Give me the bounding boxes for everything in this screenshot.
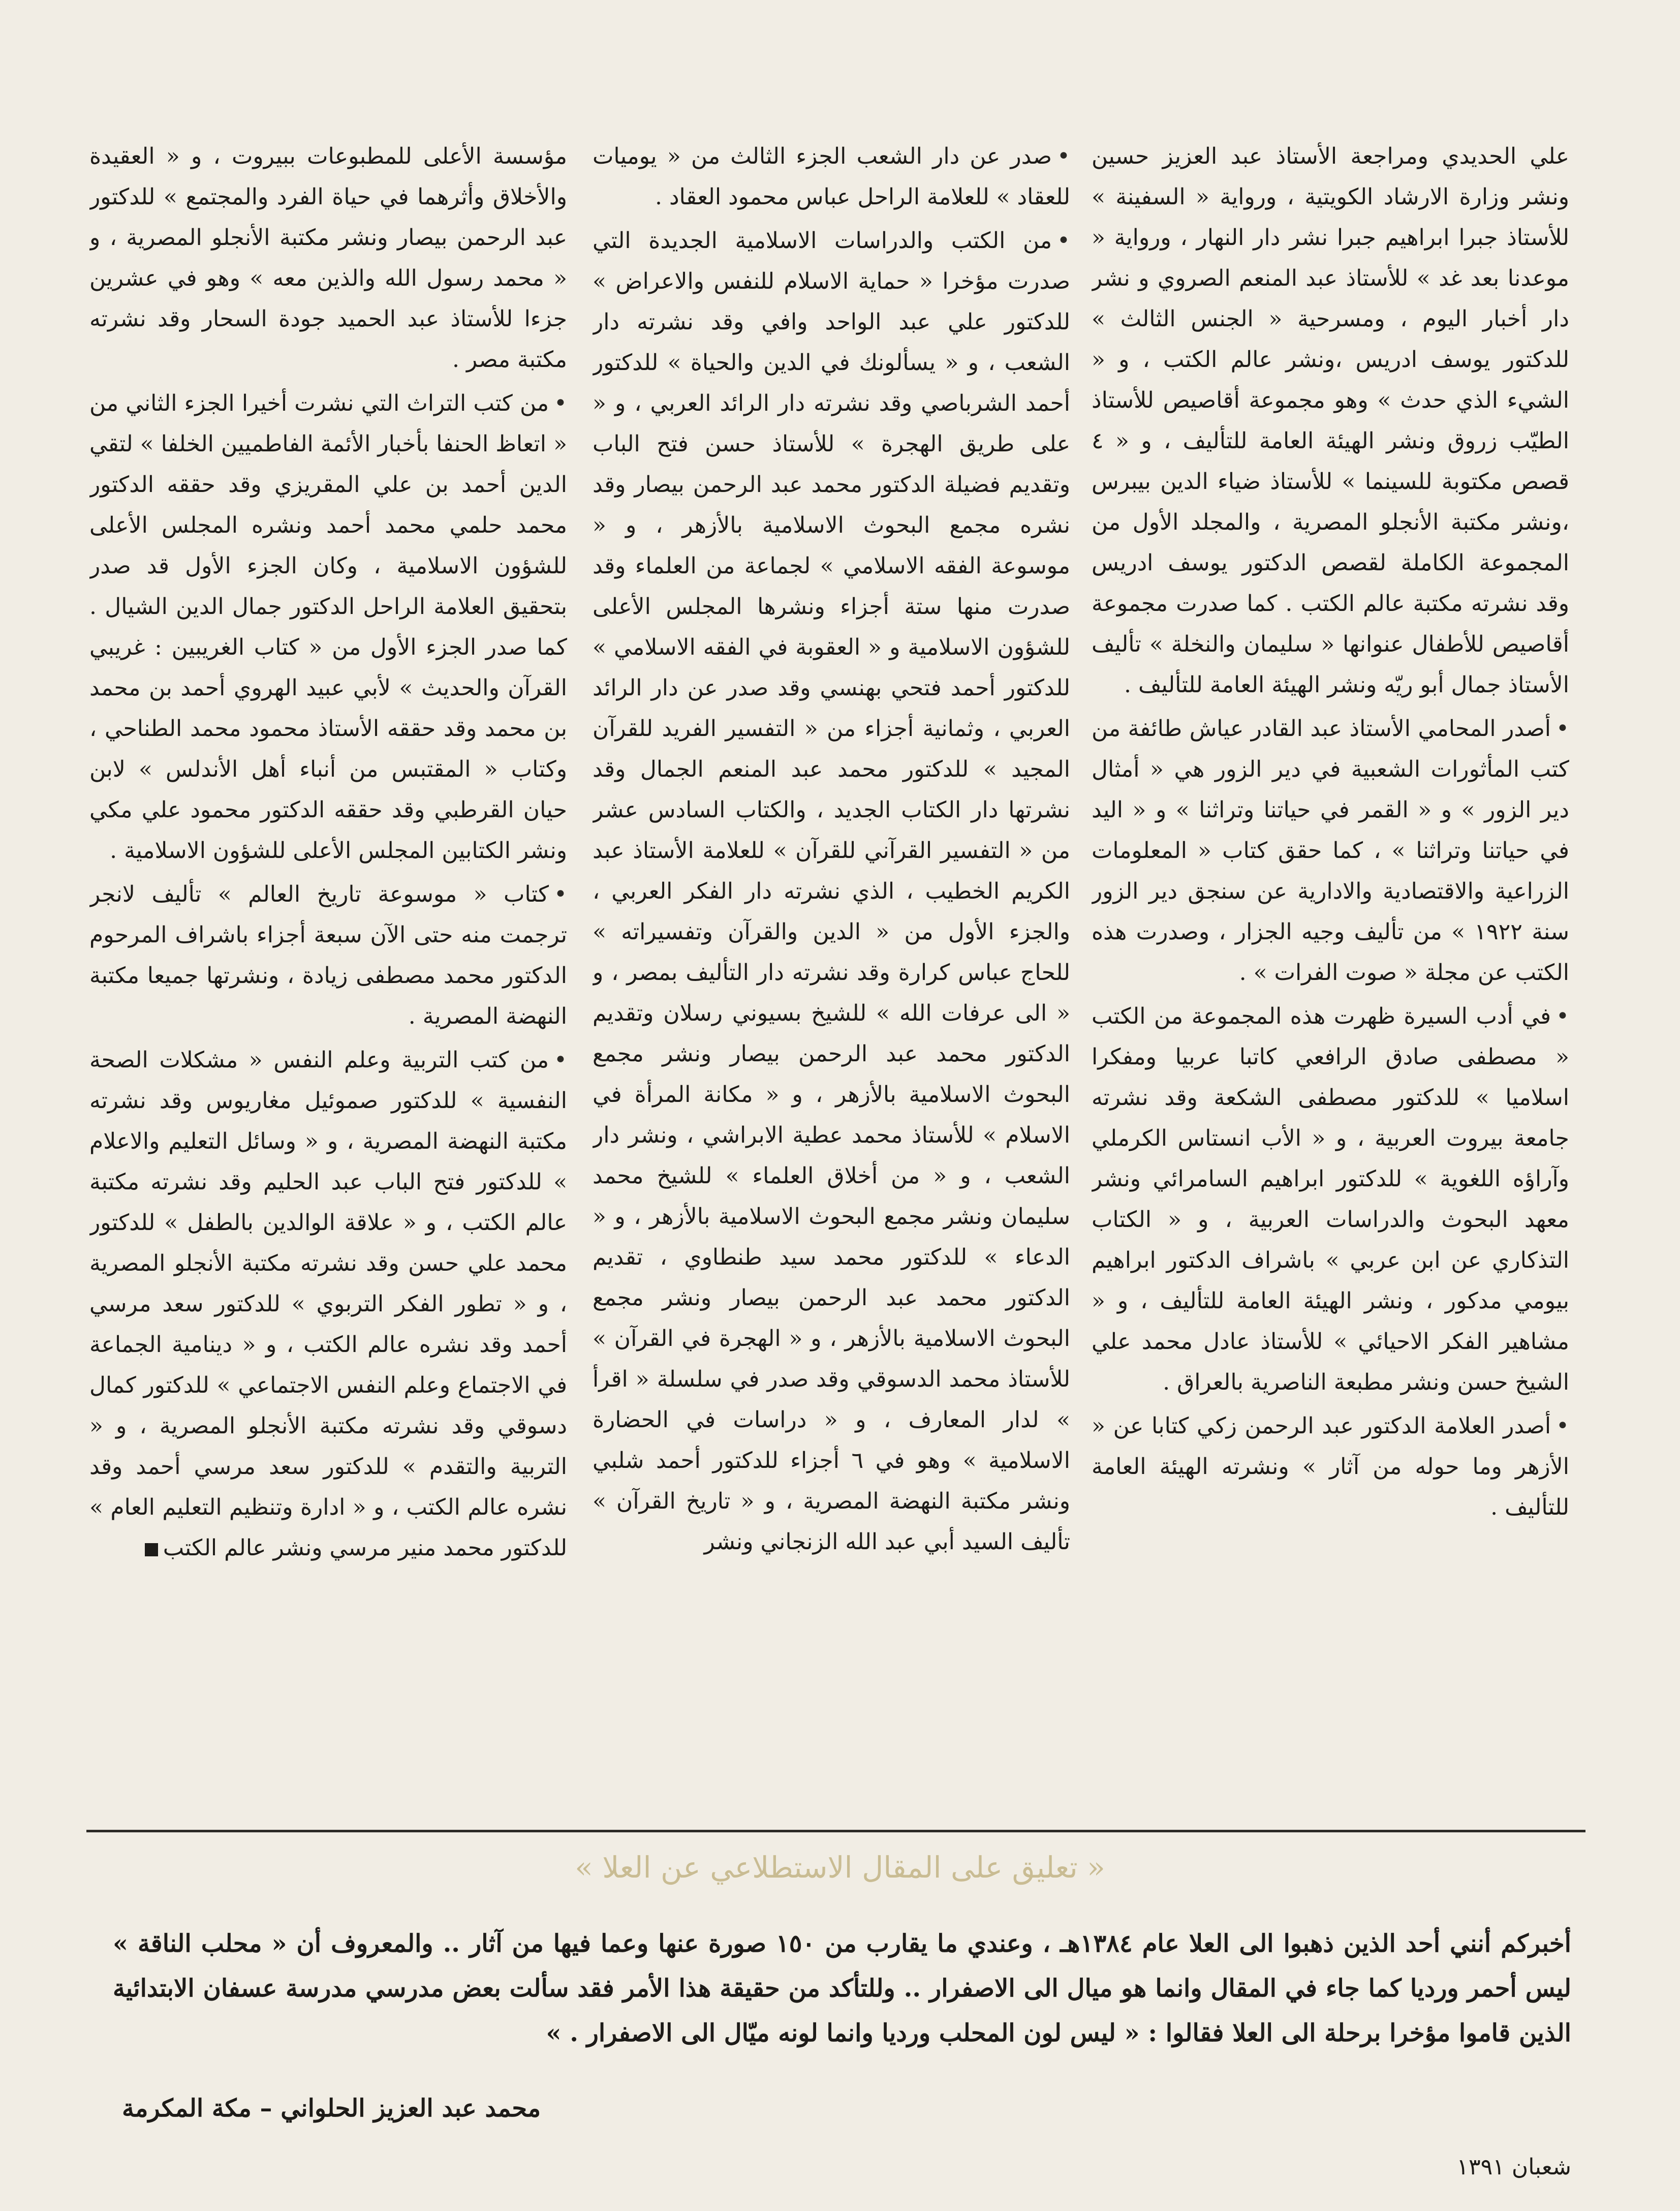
bullet-icon: • bbox=[554, 1047, 567, 1073]
paragraph bbox=[89, 383, 567, 871]
paragraph bbox=[1092, 996, 1569, 1403]
paragraph-text: من الكتب والدراسات الاسلامية الجديدة التي صدرت مؤخرا « حماية الاسلام للنفس والاعراض » للدكتور علي عبد الواحد وافي وقد نشرته دار الشعب ، و « يسألونك في الدين والحياة » للدكتور أحمد الشرباصي وقد نشرته دار الرائد العربي ، و « على طريق الهجرة » للأستاذ حسن فتح الباب وتقديم فضيلة الدكتور محمد عبد الرحمن بيصار وقد نشره مجمع البحوث الاسلامية بالأزهر ، و « موسوعة الفقه الاسلامي » لجماعة من العلماء وقد صدرت منها ستة أجزاء ونشرها المجلس الأعلى للشؤون الاسلامية و « العقوبة في الفقه الاسلامي » للدكتور أحمد فتحي بهنسي وقد صدر عن دار الرائد العربي ، وثمانية أجزاء من « التفسير الفريد للقرآن المجيد » للدكتور محمد عبد المنعم الجمال وقد نشرتها دار الكتاب الجديد ، والكتاب السادس عشر من « التفسير القرآني للقرآن » للعلامة الأستاذ عبد الكريم الخطيب ، الذي نشرته دار الفكر العربي ، والجزء الأول من « الدين والقرآن وتفسيراته » للحاج عباس كرارة وقد نشرته دار التأليف بمصر ، و « الى عرفات الله » للشيخ بسيوني رسلان وتقديم الدكتور محمد عبد الرحمن بيصار ونشر مجمع البحوث الاسلامية بالأزهر ، و « مكانة المرأة في الاسلام » للأستاذ محمد عطية الابراشي ، ونشر دار الشعب ، و « من أخلاق العلماء » للشيخ محمد سليمان ونشر مجمع البحوث الاسلامية بالأزهر ، و « الدعاء » للدكتور محمد سيد طنطاوي ، تقديم الدكتور محمد عبد الرحمن بيصار ونشر مجمع البحوث الاسلامية بالأزهر ، و « الهجرة في القرآن » للأستاذ محمد الدسوقي وقد صدر في سلسلة « اقرأ » لدار المعارف ، و « دراسات في الحضارة الاسلامية » وهو في ٦ أجزاء للدكتور أحمد شلبي ونشر مكتبة النهضة المصرية ، و « تاريخ القرآن » تأليف السيد أبي عبد الله الزنجاني ونشر bbox=[593, 228, 1070, 1555]
page-footer-date: شعبان ١٣٩١ bbox=[1456, 2154, 1571, 2180]
letter-heading-banner: « تعليق على المقال الاستطلاعي عن العلا » bbox=[575, 1850, 1105, 1885]
letter-signature: محمد عبد العزيز الحلواني – مكة المكرمة bbox=[122, 2094, 541, 2123]
bullet-icon: • bbox=[554, 881, 567, 907]
bullet-icon: • bbox=[1556, 1413, 1569, 1439]
article-column-right bbox=[1092, 136, 1569, 1803]
paragraph bbox=[89, 1040, 567, 1569]
paragraph bbox=[1092, 1406, 1569, 1528]
article-column-middle bbox=[593, 136, 1070, 1803]
bullet-icon: • bbox=[1556, 1003, 1569, 1029]
paragraph-text: في أدب السيرة ظهرت هذه المجموعة من الكتب « مصطفى صادق الرافعي كاتبا عربيا ومفكرا اسلاميا » للدكتور مصطفى الشكعة وقد نشرته جامعة بيروت العربية ، و « الأب انستاس الكرملي وآراؤه اللغوية » للدكتور ابراهيم السامرائي ونشر معهد البحوث والدراسات العربية ، و « الكتاب التذكاري عن ابن عربي » باشراف الدكتور ابراهيم بيومي مدكور ، ونشر الهيئة العامة للتأليف ، و « مشاهير الفكر الاحيائي » للأستاذ عادل محمد علي الشيخ حسن ونشر مطبعة الناصرية بالعراق . bbox=[1092, 1003, 1569, 1395]
paragraph bbox=[1092, 709, 1569, 993]
section-divider bbox=[86, 1830, 1585, 1832]
bullet-icon: • bbox=[1556, 716, 1569, 742]
bullet-icon: • bbox=[1057, 228, 1070, 254]
paragraph-text: كتاب « موسوعة تاريخ العالم » تأليف لانجر ترجمت منه حتى الآن سبعة أجزاء باشراف المرحوم الدكتور محمد مصطفى زيادة ، ونشرتها جميعا مكتبة النهضة المصرية . bbox=[89, 881, 567, 1029]
paragraph-text: من كتب التربية وعلم النفس « مشكلات الصحة النفسية » للدكتور صموئيل مغاريوس وقد نشرته مكتبة النهضة المصرية ، و « وسائل التعليم والاعلام » للدكتور فتح الباب عبد الحليم وقد نشرته مكتبة عالم الكتب ، و « علاقة الوالدين بالطفل » للدكتور محمد علي حسن وقد نشرته مكتبة الأنجلو المصرية ، و « تطور الفكر التربوي » للدكتور سعد مرسي أحمد وقد نشره عالم الكتب ، و « دينامية الجماعة في الاجتماع وعلم النفس الاجتماعي » للدكتور كمال دسوقي وقد نشرته مكتبة الأنجلو المصرية ، و « التربية والتقدم » للدكتور سعد مرسي أحمد وقد نشره عالم الكتب ، و « ادارة وتنظيم التعليم العام » للدكتور محمد منير مرسي ونشر عالم الكتب bbox=[89, 1047, 567, 1561]
paragraph bbox=[593, 136, 1070, 218]
bullet-icon: • bbox=[554, 390, 567, 416]
paragraph-text: أصدر العلامة الدكتور عبد الرحمن زكي كتابا عن « الأزهر وما حوله من آثار » ونشرته الهيئة العامة للتأليف . bbox=[1092, 1413, 1569, 1520]
paragraph bbox=[89, 874, 567, 1037]
paragraph-text: من كتب التراث التي نشرت أخيرا الجزء الثاني من « اتعاظ الحنفا بأخبار الأئمة الفاطميين الخلفا » لتقي الدين أحمد بن علي المقريزي وقد حققه الدكتور محمد حلمي محمد أحمد ونشره المجلس الأعلى للشؤون الاسلامية ، وكان الجزء الأول قد صدر بتحقيق العلامة الراحل الدكتور جمال الدين الشيال . كما صدر الجزء الأول من « كتاب الغريبين : غريبي القرآن والحديث » لأبي عبيد الهروي أحمد بن محمد بن محمد وقد حققه الأستاذ محمود محمد الطناحي ، وكتاب « المقتبس من أنباء أهل الأندلس » لابن حيان القرطبي وقد حققه الدكتور محمود علي مكي ونشر الكتابين المجلس الأعلى للشؤون الاسلامية . bbox=[89, 390, 567, 864]
article-column-left bbox=[89, 136, 567, 1803]
bullet-icon: • bbox=[1057, 143, 1070, 169]
paragraph-text: علي الحديدي ومراجعة الأستاذ عبد العزيز حسين ونشر وزارة الارشاد الكويتية ، ورواية « السفينة » للأستاذ جبرا ابراهيم جبرا نشر دار النهار ، ورواية « موعدنا بعد غد » للأستاذ عبد المنعم الصروي و نشر دار أخبار اليوم ، ومسرحية « الجنس الثالث » للدكتور يوسف ادريس ،ونشر عالم الكتب ، و « الشيء الذي حدث » وهو مجموعة أقاصيص للأستاذ الطيّب زروق ونشر الهيئة العامة للتأليف ، و « ٤ قصص مكتوبة للسينما » للأستاذ ضياء الدين بيبرس ،ونشر مكتبة الأنجلو المصرية ، والمجلد الأول من المجموعة الكاملة لقصص الدكتور يوسف ادريس وقد نشرته مكتبة عالم الكتب . كما صدرت مجموعة أقاصيص للأطفال عنوانها « سليمان والنخلة » تأليف الأستاذ جمال أبو ريّه ونشر الهيئة العامة للتأليف . bbox=[1092, 143, 1569, 698]
paragraph-text: مؤسسة الأعلى للمطبوعات ببيروت ، و « العقيدة والأخلاق وأثرهما في حياة الفرد والمجتمع » للدكتور عبد الرحمن بيصار ونشر مكتبة الأنجلو المصرية ، و « محمد رسول الله والذين معه » وهو في عشرين جزءا للأستاذ عبد الحميد جودة السحار وقد نشرته مكتبة مصر . bbox=[89, 143, 567, 373]
paragraph-text: أصدر المحامي الأستاذ عبد القادر عياش طائفة من كتب المأثورات الشعبية في دير الزور هي « أمثال دير الزور » و « القمر في حياتنا وتراثنا » و « اليد في حياتنا وتراثنا » ، كما حقق كتاب « المعلومات الزراعية والاقتصادية والادارية عن سنجق دير الزور سنة ١٩٢٢ » من تأليف وجيه الجزار ، وصدرت هذه الكتب عن مجلة « صوت الفرات » . bbox=[1092, 716, 1569, 986]
reader-letter-text: أخبركم أنني أحد الذين ذهبوا الى العلا عام ١٣٨٤هـ ، وعندي ما يقارب من ١٥٠ صورة عنها وعما فيها من آثار .. والمعروف أن « محلب الناقة » ليس أحمر ورديا كما جاء في المقال وانما هو ميال الى الاصفرار .. وللتأكد من حقيقة هذا الأمر فقد سألت بعض مدرسي مدرسة عسفان الابتدائية الذين قاموا مؤخرا برحلة الى العلا فقالوا : « ليس لون المحلب ورديا وانما لونه ميّال الى الاصفرار . » bbox=[113, 1929, 1572, 2047]
end-of-article-icon bbox=[145, 1543, 158, 1556]
paragraph bbox=[1092, 136, 1569, 705]
paragraph bbox=[593, 221, 1070, 1562]
paragraph-text: صدر عن دار الشعب الجزء الثالث من « يوميات للعقاد » للعلامة الراحل عباس محمود العقاد . bbox=[593, 143, 1070, 210]
paragraph bbox=[89, 136, 567, 380]
